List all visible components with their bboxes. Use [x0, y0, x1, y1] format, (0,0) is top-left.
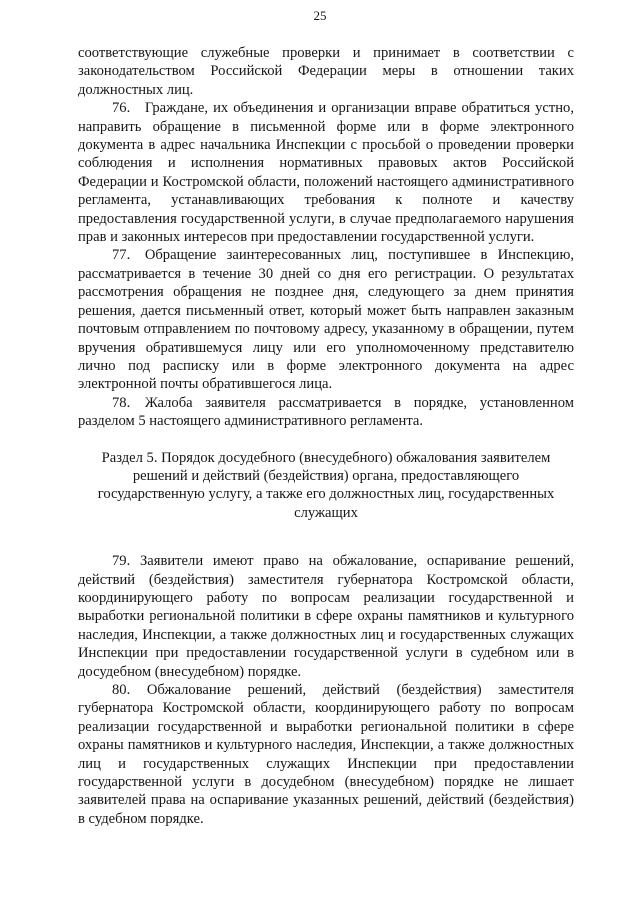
document-body: [78, 44, 574, 828]
paragraph-77: 77. Обращение заинтересованных лиц, поступившее в Инспекцию, рассматривается в течение 30 дней со дня его регистрации. О результатах рассмотрения обращения не позднее дня, следующего за днем принятия решения, дается письменный ответ, который может быть направлен заказным почтовым отправлением по почтовому адресу, указанному в обращении, путем вручения обратившемуся лицу или его уполномоченному представителю лично под расписку или в форме электронного документа на адрес электронной почты обратившегося лица.: [78, 247, 574, 393]
paragraph-continuation: соответствующие служебные проверки и принимает в соответствии с законодательством Российской Федерации меры в отношении таких должностных лиц.: [78, 45, 574, 98]
section-heading: Раздел 5. Порядок досудебного (внесудебного) обжалования заявителем решений и действий (бездействия) органа, предоставляющего государственную услугу, а также его должностных лиц, государственных служащих: [97, 449, 555, 521]
paragraph-79: 79. Заявители имеют право на обжалование, оспаривание решений, действий (бездействия) заместителя губернатора Костромской области, координирующего работу по вопросам реализации государственной и выработки региональной политики в сфере охраны памятников и культурного наследия, Инспекции, а также должностных лиц и государственных служащих Инспекции при предоставлении государственной услуги в судебном или в досудебном (внесудебном) порядке.: [78, 553, 574, 680]
paragraph-76: 76. Граждане, их объединения и организации вправе обратиться устно, направить обращение в письменной форме или в форме электронного документа в адрес начальника Инспекции с просьбой о проведении проверки соблюдения и исполнения нормативных правовых актов Российской Федерации и Костромской области, положений настоящего административного регламента, устанавливающих требования к полноте и качеству предоставления государственной услуги, в случае предполагаемого нарушения прав и законных интересов при предоставлении государственной услуги.: [78, 100, 574, 246]
paragraph-80: 80. Обжалование решений, действий (бездействия) заместителя губернатора Костромской области, координирующего работу по вопросам реализации государственной и выработки региональной политики в сфере охраны памятников и культурного наследия, Инспекции, а также должностных лиц и государственных служащих Инспекции при предоставлении государственной услуги в досудебном (внесудебном) порядке не лишает заявителей права на оспаривание указанных решений, действий (бездействия) в судебном порядке.: [78, 682, 574, 827]
paragraph-78: 78. Жалоба заявителя рассматривается в порядке, установленном разделом 5 настоящего административного регламента.: [78, 394, 574, 430]
page-number: 25: [313, 8, 327, 23]
